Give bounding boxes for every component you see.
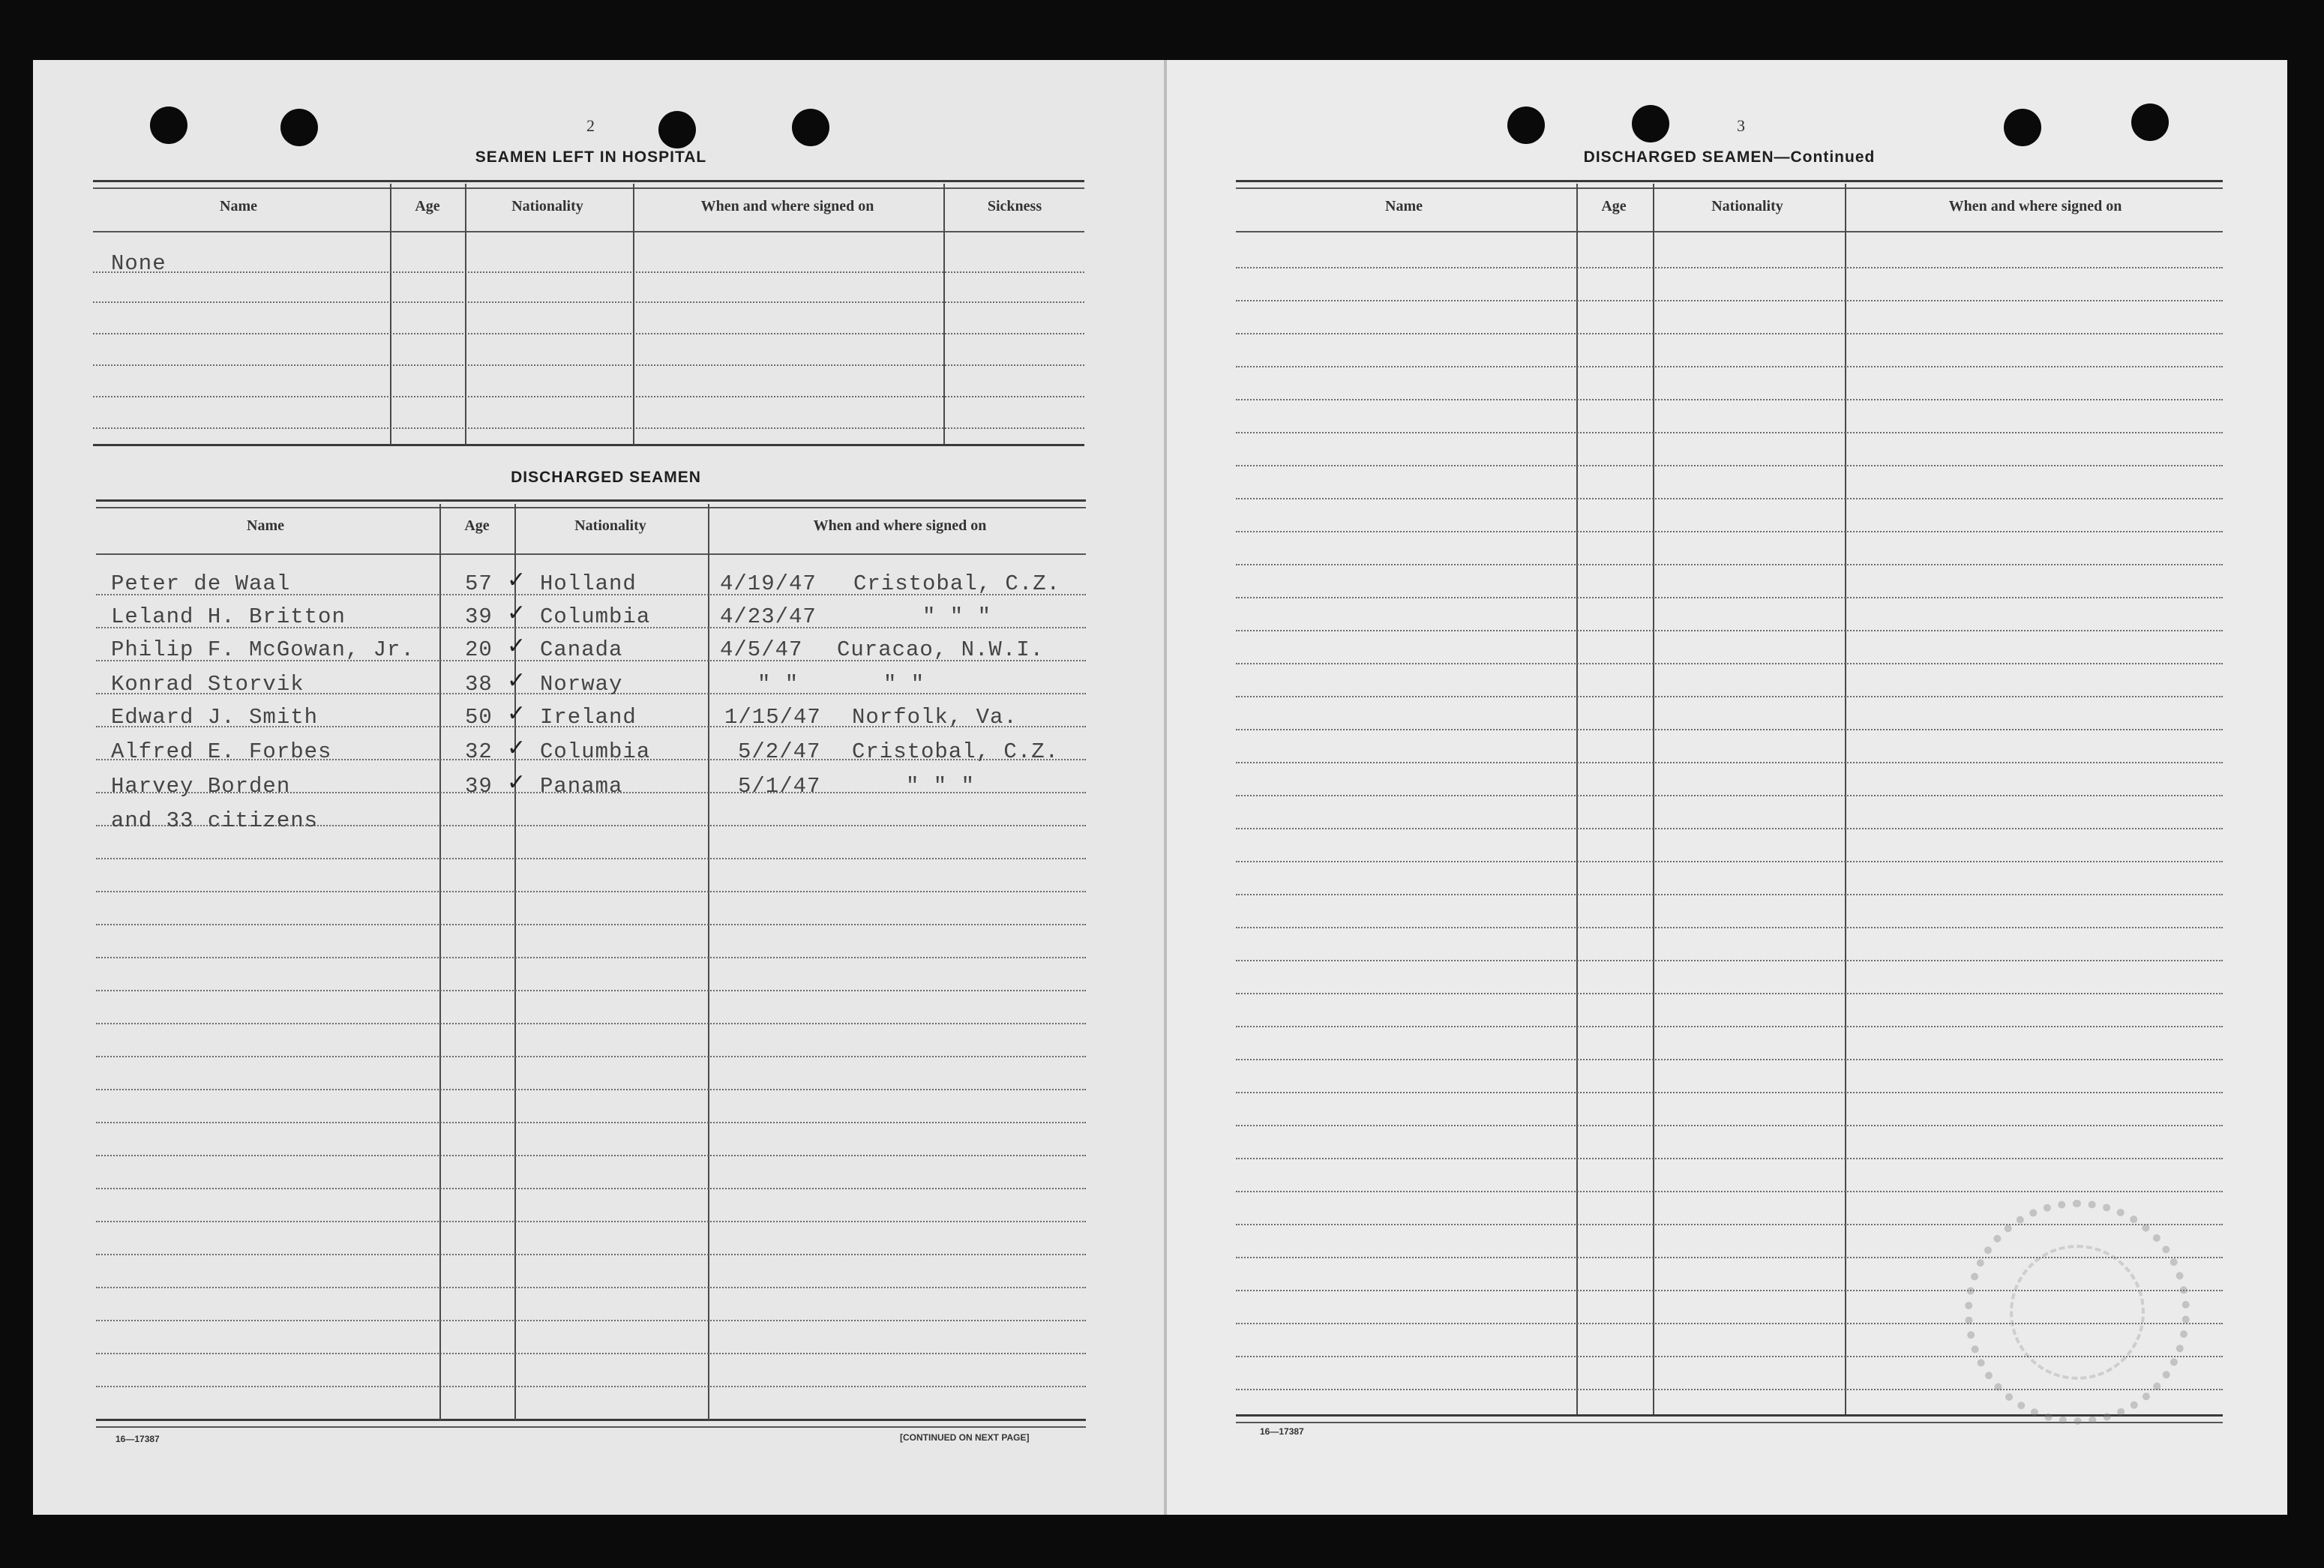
col-divider [1653, 184, 1654, 1415]
punch-hole [1507, 106, 1545, 144]
signed-on-date: 4/5/47 [720, 637, 803, 662]
rule [96, 891, 1086, 892]
rule [1236, 828, 2223, 829]
rule [96, 507, 1086, 508]
check-mark: ✓ [507, 667, 526, 694]
rule [1236, 267, 2223, 268]
col-divider [1576, 184, 1578, 1415]
page-gutter [1164, 60, 1167, 1515]
seaman-nationality: Columbia [540, 604, 651, 629]
col-divider [465, 184, 466, 445]
right-col-when-where: When and where signed on [1948, 198, 2122, 214]
discharged-col-when-where: When and where signed on [813, 517, 987, 534]
rule [1236, 231, 2223, 232]
seaman-name: Edward J. Smith [111, 705, 319, 730]
page-number: 2 [586, 116, 595, 135]
hospital-col-sickness: Sickness [987, 198, 1042, 214]
form-number: 16—17387 [1260, 1426, 1304, 1437]
rule [96, 1386, 1086, 1387]
seaman-name: Philip F. McGowan, Jr. [111, 637, 415, 662]
rule [1236, 993, 2223, 994]
punch-hole [2004, 109, 2041, 146]
signed-on-place: Cristobal, C.Z. [853, 571, 1061, 596]
seaman-nationality: Norway [540, 672, 623, 697]
rule [96, 1188, 1086, 1189]
rule [1236, 187, 2223, 189]
seaman-nationality: Panama [540, 774, 623, 799]
seaman-name: and 33 citizens [111, 808, 319, 833]
rule [96, 1221, 1086, 1222]
seaman-age: 57 [465, 571, 493, 596]
seaman-age: 50 [465, 705, 493, 730]
right-col-nationality: Nationality [1711, 198, 1783, 214]
rule [93, 333, 1084, 334]
signed-on-place: Cristobal, C.Z. [852, 739, 1060, 764]
rule [93, 231, 1084, 232]
rule [1236, 465, 2223, 466]
hospital-col-when-where: When and where signed on [700, 198, 874, 214]
rule [96, 957, 1086, 958]
rule [1236, 432, 2223, 433]
signed-on-date: 5/2/47 [738, 739, 821, 764]
signed-on-place: Curacao, N.W.I. [837, 637, 1045, 662]
rule [96, 553, 1086, 555]
right-col-name: Name [1385, 198, 1423, 214]
rule [1236, 861, 2223, 862]
rule [96, 1155, 1086, 1156]
rule [93, 444, 1084, 446]
seaman-name: Harvey Borden [111, 774, 291, 799]
rule [1236, 333, 2223, 334]
rule [1236, 1191, 2223, 1192]
rule [93, 180, 1084, 182]
rule [1236, 894, 2223, 895]
rule [1236, 663, 2223, 664]
ink-stamp-inner [2010, 1245, 2145, 1380]
punch-hole [2131, 103, 2169, 141]
rule [96, 1254, 1086, 1255]
rule [93, 271, 1084, 273]
continued-note: [CONTINUED ON NEXT PAGE] [900, 1432, 1030, 1443]
col-divider [1845, 184, 1846, 1415]
hospital-entry: None [111, 251, 166, 276]
col-divider [390, 184, 391, 445]
rule [96, 1023, 1086, 1024]
rule [96, 990, 1086, 991]
seaman-nationality: Ireland [540, 705, 637, 730]
rule [93, 364, 1084, 366]
hospital-col-name: Name [220, 198, 257, 214]
seaman-name: Konrad Storvik [111, 672, 304, 697]
rule [96, 1056, 1086, 1057]
rule [1236, 960, 2223, 961]
rule [1236, 366, 2223, 367]
seaman-nationality: Holland [540, 571, 637, 596]
rule [1236, 1125, 2223, 1126]
rule [93, 187, 1084, 189]
rule [1236, 762, 2223, 763]
signed-on-date: 4/23/47 [720, 604, 817, 629]
rule [1236, 795, 2223, 796]
signed-on-date: 5/1/47 [738, 774, 821, 799]
rule [96, 1122, 1086, 1123]
seaman-nationality: Columbia [540, 739, 651, 764]
seaman-name: Leland H. Britton [111, 604, 346, 629]
signed-on-place: Norfolk, Va. [852, 705, 1018, 730]
rule [1236, 399, 2223, 400]
punch-hole [1632, 105, 1669, 142]
signed-on-place: " " " [922, 604, 992, 629]
signed-on-place: " " " [906, 774, 976, 799]
rule [93, 427, 1084, 429]
rule [96, 1419, 1086, 1421]
rule [1236, 927, 2223, 928]
rule [96, 858, 1086, 859]
rule [96, 1426, 1086, 1428]
rule [1236, 531, 2223, 532]
rule [1236, 729, 2223, 730]
rule [96, 924, 1086, 925]
right-col-age: Age [1601, 198, 1627, 214]
page-number: 3 [1737, 116, 1745, 135]
punch-hole [150, 106, 187, 144]
seaman-nationality: Canada [540, 637, 623, 662]
rule [1236, 1158, 2223, 1159]
punch-hole [280, 109, 318, 146]
seaman-name: Alfred E. Forbes [111, 739, 332, 764]
rule [96, 1320, 1086, 1321]
rule [1236, 597, 2223, 598]
rule [1236, 1026, 2223, 1027]
check-mark: ✓ [507, 633, 526, 659]
seaman-age: 39 [465, 604, 493, 629]
col-divider [633, 184, 634, 445]
discharged-col-nationality: Nationality [574, 517, 646, 534]
rule [96, 1089, 1086, 1090]
punch-hole [792, 109, 829, 146]
rule [1236, 564, 2223, 565]
rule [1236, 696, 2223, 697]
check-mark: ✓ [507, 700, 526, 727]
discharged-continued-title: DISCHARGED SEAMEN—Continued [1583, 148, 1876, 166]
rule [1236, 180, 2223, 182]
signed-on-place: " " [883, 672, 925, 697]
rule [96, 1353, 1086, 1354]
rule [1236, 1059, 2223, 1060]
rule [93, 396, 1084, 397]
check-mark: ✓ [507, 735, 526, 761]
seaman-age: 38 [465, 672, 493, 697]
check-mark: ✓ [507, 769, 526, 796]
signed-on-date: 4/19/47 [720, 571, 817, 596]
hospital-section-title: SEAMEN LEFT IN HOSPITAL [475, 148, 707, 166]
rule [1236, 300, 2223, 301]
seaman-age: 39 [465, 774, 493, 799]
signed-on-date: 1/15/47 [724, 705, 821, 730]
check-mark: ✓ [507, 600, 526, 626]
punch-hole [658, 111, 696, 148]
col-divider [943, 184, 945, 445]
seaman-age: 32 [465, 739, 493, 764]
rule [96, 1287, 1086, 1288]
form-number: 16—17387 [115, 1434, 160, 1444]
rule [93, 301, 1084, 303]
seaman-name: Peter de Waal [111, 571, 291, 596]
hospital-col-age: Age [415, 198, 440, 214]
rule [96, 499, 1086, 502]
signed-on-date: " " [757, 672, 799, 697]
rule [1236, 498, 2223, 499]
col-divider [439, 504, 441, 1420]
hospital-col-nationality: Nationality [511, 198, 583, 214]
discharged-col-age: Age [464, 517, 490, 534]
discharged-section-title: DISCHARGED SEAMEN [511, 469, 701, 486]
rule [1236, 630, 2223, 631]
col-divider [708, 504, 709, 1420]
check-mark: ✓ [507, 567, 526, 593]
seaman-age: 20 [465, 637, 493, 662]
rule [1236, 1092, 2223, 1093]
discharged-col-name: Name [247, 517, 284, 534]
